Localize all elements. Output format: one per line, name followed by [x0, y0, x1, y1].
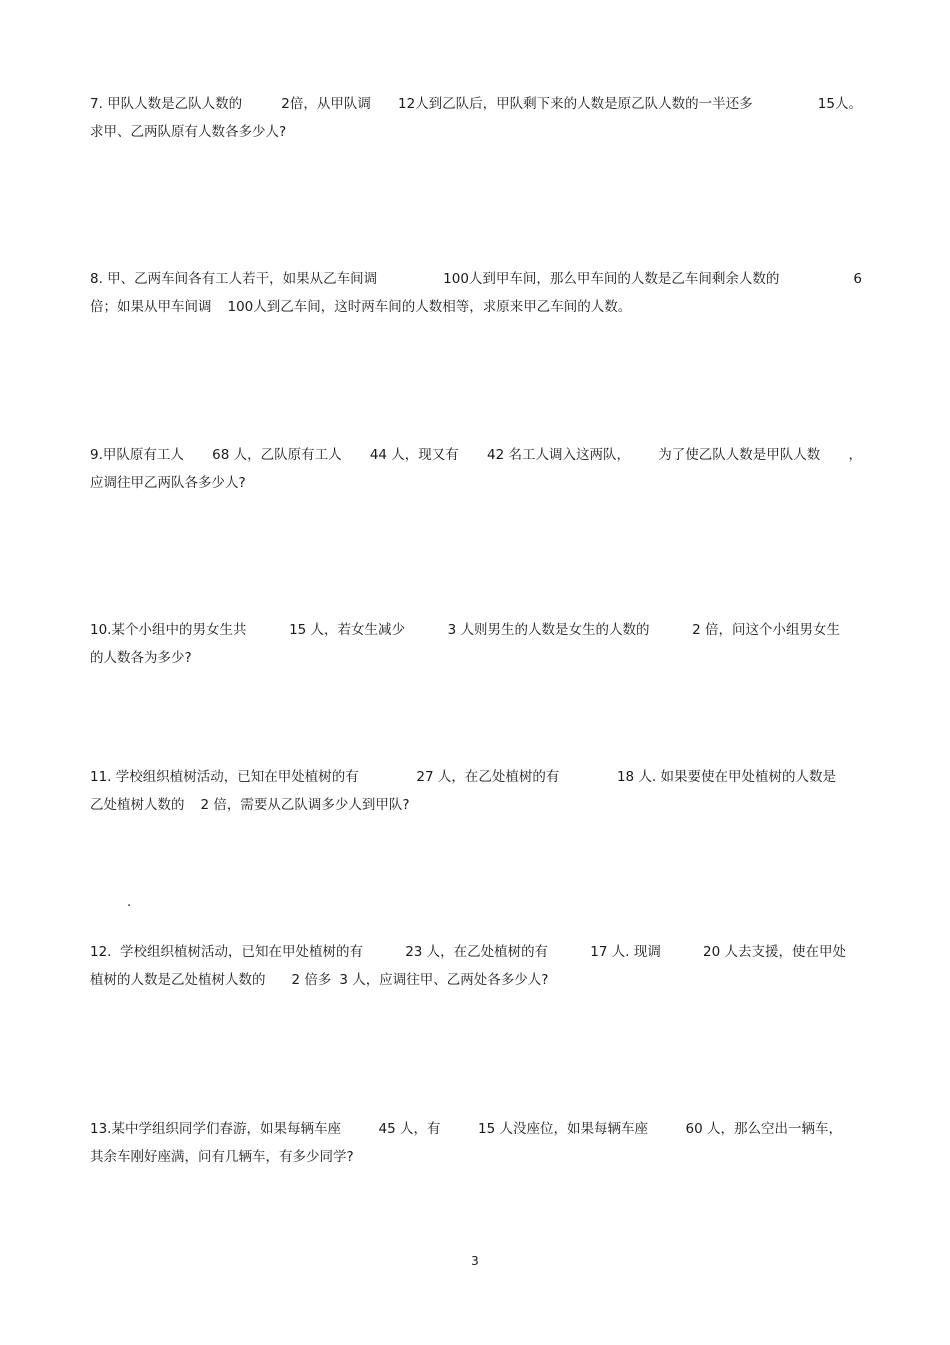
problem-line: [90, 944, 846, 961]
text-segment: 的人数各为多少?: [90, 650, 192, 666]
problem-line: [90, 124, 862, 141]
text-segment: 3 人，应调往甲、乙两处各多少人?: [339, 972, 549, 988]
problem-line: [90, 96, 862, 113]
text-segment: 100人到乙车间，这时两车间的人数相等，求原来甲乙车间的人数。: [227, 299, 632, 315]
problem-7: [90, 96, 862, 141]
text-segment: 2 倍，问这个小组男女生: [692, 622, 840, 638]
problem-line: [90, 972, 862, 989]
text-segment: 60 人，那么空出一辆车，: [685, 1121, 842, 1137]
problem-11: [90, 769, 862, 814]
problem-line: [90, 650, 862, 667]
problem-line: [90, 622, 840, 639]
problem-10: [90, 622, 862, 667]
text-segment: 2 倍多: [291, 972, 332, 988]
problem-line: [90, 1149, 862, 1166]
text-segment: 10.某个小组中的男女生共: [90, 622, 247, 638]
problem-8: [90, 271, 862, 316]
text-segment: 23 人，在乙处植树的有: [405, 944, 549, 960]
text-segment: 100人到甲车间，那么甲车间的人数是乙车间剩余人数的: [443, 271, 780, 287]
text-segment: 68 人，乙队原有工人: [212, 447, 342, 463]
text-segment: 11. 学校组织植树活动，已知在甲处植树的有: [90, 769, 359, 785]
page-number: 3: [471, 1254, 479, 1268]
text-segment: 27 人，在乙处植树的有: [416, 769, 560, 785]
text-segment: 15 人，若女生减少: [289, 622, 406, 638]
text-segment: 8. 甲、乙两车间各有工人若干，如果从乙车间调: [90, 271, 378, 287]
problem-line: [90, 475, 862, 492]
text-segment: 18 人. 如果要使在甲处植树的人数是: [616, 769, 836, 785]
text-segment: 42 名工人调入这两队，: [487, 447, 630, 463]
text-segment: 倍；如果从甲车间调: [90, 299, 212, 315]
text-segment: 6: [853, 271, 862, 287]
text-segment: 7. 甲队人数是乙队人数的: [90, 96, 243, 112]
text-segment: 17 人. 现调: [590, 944, 661, 960]
text-segment: 乙处植树人数的: [90, 797, 185, 813]
text-segment: 44 人，现又有: [369, 447, 459, 463]
text-segment: 12. 学校组织植树活动，已知在甲处植树的有: [90, 944, 364, 960]
text-segment: 15人。: [817, 96, 862, 112]
text-segment: 15 人没座位，如果每辆车座: [478, 1121, 648, 1137]
problem-line: [90, 769, 836, 786]
text-segment: 3 人则男生的人数是女生的人数的: [447, 622, 650, 638]
text-segment: 13.某中学组织同学们春游，如果每辆车座: [90, 1121, 341, 1137]
text-segment: 12人到乙队后，甲队剩下来的人数是原乙队人数的一半还多: [397, 96, 753, 112]
problem-9: [90, 447, 862, 492]
text-segment: 其余车刚好座满，问有几辆车，有多少同学?: [90, 1149, 354, 1165]
text-segment: 求甲、乙两队原有人数各多少人?: [90, 124, 287, 140]
problem-line: [90, 271, 862, 288]
text-segment: 45 人，有: [378, 1121, 441, 1137]
text-segment: 应调往甲乙两队各多少人?: [90, 475, 246, 491]
problem-line: [90, 447, 862, 464]
problem-13: [90, 1121, 862, 1166]
text-segment: 9.甲队原有工人: [90, 447, 184, 463]
text-segment: 2倍，从甲队调: [281, 96, 371, 112]
problem-line: [90, 299, 862, 316]
problem-line: [90, 1121, 842, 1138]
text-segment: 为了使乙队人数是甲队人数: [658, 447, 821, 463]
text-segment: 植树的人数是乙处植树人数的: [90, 972, 266, 988]
stray-mark: .: [127, 895, 132, 910]
problem-line: [90, 797, 862, 814]
text-segment: ，: [848, 447, 862, 463]
text-segment: 2 倍，需要从乙队调多少人到甲队?: [200, 797, 410, 813]
text-segment: 20 人去支援，使在甲处: [702, 944, 846, 960]
problem-12: [90, 944, 862, 989]
